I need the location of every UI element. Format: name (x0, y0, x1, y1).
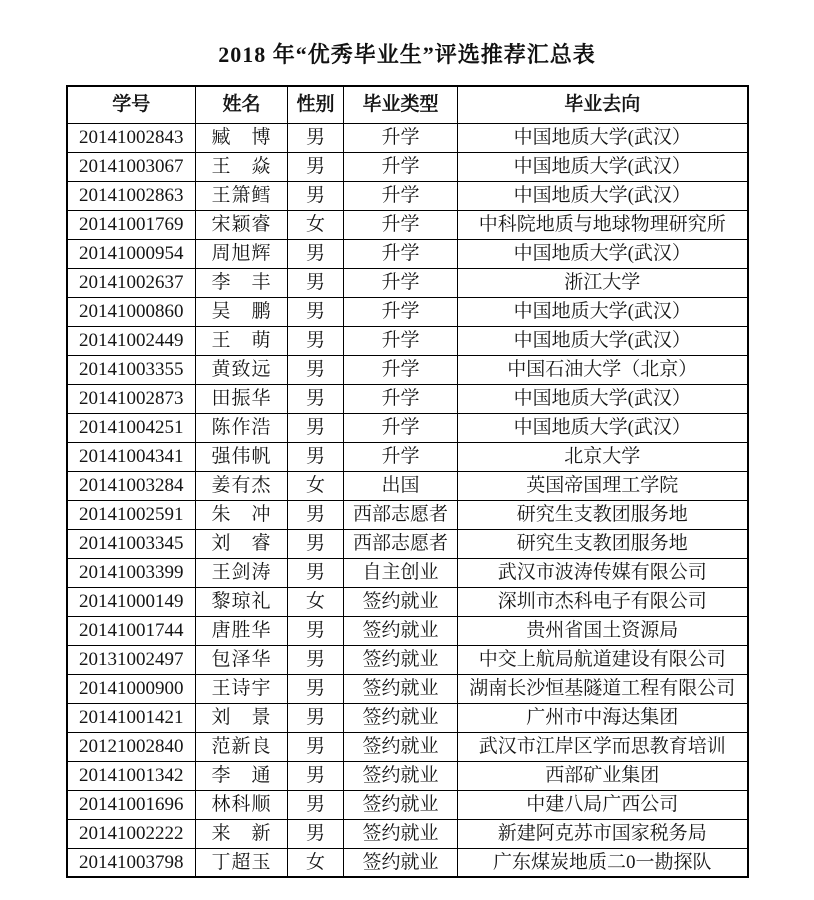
name-cell: 刘 景 (196, 703, 288, 732)
type-cell: 升学 (344, 413, 458, 442)
gender-cell: 男 (288, 123, 344, 152)
table-row (67, 297, 748, 326)
gender-cell: 男 (288, 558, 344, 587)
destination-cell: 中国地质大学(武汉） (458, 384, 748, 413)
type-cell: 签约就业 (344, 587, 458, 616)
table-row (67, 471, 748, 500)
student-id-cell: 20141003067 (67, 152, 196, 181)
table-row (67, 558, 748, 587)
header-cell-student-id: 学号 (67, 86, 196, 123)
table-row (67, 674, 748, 703)
table-header-row (67, 86, 748, 123)
name-cell: 臧 博 (196, 123, 288, 152)
gender-cell: 男 (288, 529, 344, 558)
table-row (67, 152, 748, 181)
type-cell: 签约就业 (344, 645, 458, 674)
table-row (67, 732, 748, 761)
name-cell: 刘 睿 (196, 529, 288, 558)
type-cell: 升学 (344, 355, 458, 384)
destination-cell: 北京大学 (458, 442, 748, 471)
gender-cell: 女 (288, 210, 344, 239)
name-cell: 王 焱 (196, 152, 288, 181)
type-cell: 签约就业 (344, 819, 458, 848)
destination-cell: 广东煤炭地质二0一勘探队 (458, 848, 748, 877)
type-cell: 升学 (344, 181, 458, 210)
destination-cell: 研究生支教团服务地 (458, 529, 748, 558)
table-row (67, 239, 748, 268)
destination-cell: 英国帝国理工学院 (458, 471, 748, 500)
page-title: 2018 年“优秀毕业生”评选推荐汇总表 (218, 42, 596, 67)
gender-cell: 男 (288, 790, 344, 819)
name-cell: 吴 鹏 (196, 297, 288, 326)
student-id-cell: 20141000954 (67, 239, 196, 268)
student-id-cell: 20141000860 (67, 297, 196, 326)
name-cell: 强伟帆 (196, 442, 288, 471)
gender-cell: 男 (288, 616, 344, 645)
header-cell-type: 毕业类型 (344, 86, 458, 123)
destination-cell: 贵州省国土资源局 (458, 616, 748, 645)
destination-cell: 中国地质大学(武汉） (458, 123, 748, 152)
table-row (67, 848, 748, 877)
table-row (67, 703, 748, 732)
student-id-cell: 20141000900 (67, 674, 196, 703)
table-body (67, 123, 748, 877)
type-cell: 升学 (344, 297, 458, 326)
type-cell: 出国 (344, 471, 458, 500)
student-id-cell: 20141001696 (67, 790, 196, 819)
table-row (67, 442, 748, 471)
name-cell: 包泽华 (196, 645, 288, 674)
type-cell: 自主创业 (344, 558, 458, 587)
student-id-cell: 20141003355 (67, 355, 196, 384)
gender-cell: 男 (288, 384, 344, 413)
type-cell: 签约就业 (344, 732, 458, 761)
type-cell: 升学 (344, 384, 458, 413)
name-cell: 来 新 (196, 819, 288, 848)
destination-cell: 西部矿业集团 (458, 761, 748, 790)
student-id-cell: 20141001342 (67, 761, 196, 790)
student-id-cell: 20141001769 (67, 210, 196, 239)
name-cell: 朱 冲 (196, 500, 288, 529)
destination-cell: 武汉市江岸区学而思教育培训 (458, 732, 748, 761)
destination-cell: 广州市中海达集团 (458, 703, 748, 732)
table-row (67, 616, 748, 645)
name-cell: 周旭辉 (196, 239, 288, 268)
name-cell: 宋颖睿 (196, 210, 288, 239)
table-row (67, 587, 748, 616)
type-cell: 签约就业 (344, 790, 458, 819)
name-cell: 丁超玉 (196, 848, 288, 877)
header-cell-gender: 性别 (288, 86, 344, 123)
table-row (67, 529, 748, 558)
type-cell: 签约就业 (344, 703, 458, 732)
name-cell: 范新良 (196, 732, 288, 761)
gender-cell: 男 (288, 268, 344, 297)
gender-cell: 男 (288, 413, 344, 442)
gender-cell: 男 (288, 326, 344, 355)
table-row (67, 123, 748, 152)
student-id-cell: 20141003798 (67, 848, 196, 877)
gender-cell: 男 (288, 239, 344, 268)
type-cell: 签约就业 (344, 674, 458, 703)
gender-cell: 男 (288, 703, 344, 732)
destination-cell: 新建阿克苏市国家税务局 (458, 819, 748, 848)
student-id-cell: 20141002591 (67, 500, 196, 529)
name-cell: 林科顺 (196, 790, 288, 819)
table-row (67, 761, 748, 790)
table-row (67, 326, 748, 355)
table-row (67, 500, 748, 529)
destination-cell: 中国地质大学(武汉） (458, 152, 748, 181)
name-cell: 田振华 (196, 384, 288, 413)
name-cell: 王箫鳕 (196, 181, 288, 210)
type-cell: 升学 (344, 268, 458, 297)
type-cell: 升学 (344, 239, 458, 268)
destination-cell: 中交上航局航道建设有限公司 (458, 645, 748, 674)
student-id-cell: 20141002873 (67, 384, 196, 413)
table-row (67, 790, 748, 819)
gender-cell: 男 (288, 645, 344, 674)
table-row (67, 268, 748, 297)
student-id-cell: 20141001744 (67, 616, 196, 645)
name-cell: 王剑涛 (196, 558, 288, 587)
name-cell: 黄致远 (196, 355, 288, 384)
student-id-cell: 20141002843 (67, 123, 196, 152)
table-row (67, 210, 748, 239)
name-cell: 李 通 (196, 761, 288, 790)
destination-cell: 中国石油大学（北京） (458, 355, 748, 384)
gender-cell: 男 (288, 355, 344, 384)
student-id-cell: 20141003345 (67, 529, 196, 558)
gender-cell: 男 (288, 761, 344, 790)
student-id-cell: 20141004251 (67, 413, 196, 442)
type-cell: 签约就业 (344, 761, 458, 790)
student-id-cell: 20141000149 (67, 587, 196, 616)
destination-cell: 浙江大学 (458, 268, 748, 297)
name-cell: 陈作浩 (196, 413, 288, 442)
student-id-cell: 20131002497 (67, 645, 196, 674)
student-id-cell: 20141002449 (67, 326, 196, 355)
destination-cell: 中国地质大学(武汉） (458, 181, 748, 210)
student-id-cell: 20141002637 (67, 268, 196, 297)
type-cell: 升学 (344, 442, 458, 471)
type-cell: 西部志愿者 (344, 529, 458, 558)
student-id-cell: 20141002222 (67, 819, 196, 848)
type-cell: 升学 (344, 152, 458, 181)
student-id-cell: 20141001421 (67, 703, 196, 732)
table-row (67, 413, 748, 442)
gender-cell: 男 (288, 732, 344, 761)
gender-cell: 男 (288, 442, 344, 471)
student-id-cell: 20121002840 (67, 732, 196, 761)
gender-cell: 男 (288, 297, 344, 326)
destination-cell: 武汉市波涛传媒有限公司 (458, 558, 748, 587)
type-cell: 升学 (344, 123, 458, 152)
name-cell: 黎琼礼 (196, 587, 288, 616)
destination-cell: 中国地质大学(武汉） (458, 297, 748, 326)
name-cell: 李 丰 (196, 268, 288, 297)
destination-cell: 深圳市杰科电子有限公司 (458, 587, 748, 616)
name-cell: 王 萌 (196, 326, 288, 355)
student-id-cell: 20141003284 (67, 471, 196, 500)
type-cell: 签约就业 (344, 616, 458, 645)
name-cell: 姜有杰 (196, 471, 288, 500)
destination-cell: 中科院地质与地球物理研究所 (458, 210, 748, 239)
type-cell: 西部志愿者 (344, 500, 458, 529)
gender-cell: 男 (288, 181, 344, 210)
type-cell: 升学 (344, 326, 458, 355)
name-cell: 王诗宇 (196, 674, 288, 703)
gender-cell: 女 (288, 848, 344, 877)
destination-cell: 中建八局广西公司 (458, 790, 748, 819)
summary-table (66, 85, 749, 878)
destination-cell: 中国地质大学(武汉） (458, 413, 748, 442)
gender-cell: 男 (288, 152, 344, 181)
student-id-cell: 20141003399 (67, 558, 196, 587)
destination-cell: 湖南长沙恒基隧道工程有限公司 (458, 674, 748, 703)
type-cell: 升学 (344, 210, 458, 239)
student-id-cell: 20141002863 (67, 181, 196, 210)
student-id-cell: 20141004341 (67, 442, 196, 471)
gender-cell: 女 (288, 471, 344, 500)
table-row (67, 355, 748, 384)
table-row (67, 181, 748, 210)
table-row (67, 384, 748, 413)
gender-cell: 男 (288, 500, 344, 529)
table-row (67, 645, 748, 674)
table-row (67, 819, 748, 848)
header-cell-destination: 毕业去向 (458, 86, 748, 123)
destination-cell: 研究生支教团服务地 (458, 500, 748, 529)
gender-cell: 女 (288, 587, 344, 616)
gender-cell: 男 (288, 819, 344, 848)
destination-cell: 中国地质大学(武汉） (458, 239, 748, 268)
type-cell: 签约就业 (344, 848, 458, 877)
name-cell: 唐胜华 (196, 616, 288, 645)
destination-cell: 中国地质大学(武汉） (458, 326, 748, 355)
gender-cell: 男 (288, 674, 344, 703)
header-cell-name: 姓名 (196, 86, 288, 123)
